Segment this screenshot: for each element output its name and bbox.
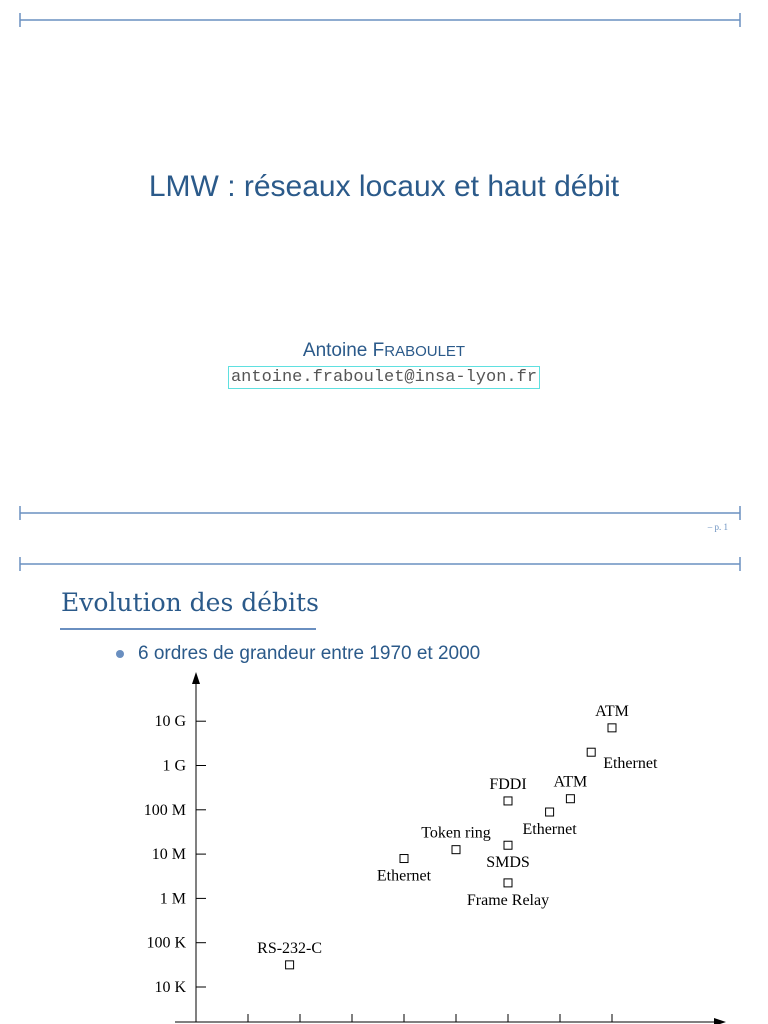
data-point-label: Token ring — [421, 824, 491, 842]
data-point-marker — [504, 879, 512, 887]
bullet-text: 6 ordres de grandeur entre 1970 et 2000 — [138, 643, 481, 664]
data-point-marker — [400, 855, 408, 863]
y-tick-label: 10 K — [154, 979, 186, 996]
data-point-label: Frame Relay — [466, 891, 550, 909]
chart-x-ticks — [248, 1014, 612, 1022]
author-email-link[interactable]: antoine.fraboulet@insa-lyon.fr — [228, 366, 540, 389]
author-first-name: Antoine — [302, 340, 368, 361]
data-point-label: Ethernet — [603, 755, 658, 773]
data-point-marker — [546, 808, 554, 816]
y-tick-label: 1 G — [162, 757, 186, 775]
data-point-marker — [504, 841, 512, 849]
data-point-marker — [452, 846, 460, 854]
data-point-marker — [587, 748, 595, 756]
y-tick-label: 100 M — [143, 801, 186, 819]
data-point-label: ATM — [553, 773, 588, 791]
chart-axes — [175, 672, 726, 1024]
y-tick-label: 10 M — [151, 846, 186, 864]
chart-y-ticks — [144, 713, 206, 996]
data-point-label: FDDI — [489, 775, 527, 793]
y-axis-arrow-icon — [192, 672, 200, 684]
data-point-label: ATM — [595, 702, 629, 720]
author-last-initial: F — [372, 340, 385, 361]
data-point-label: RS-232-C — [257, 939, 323, 957]
author-last-rest: RABOULET — [384, 343, 466, 360]
presentation-title: LMW : réseaux locaux et haut débit — [148, 170, 620, 203]
data-point-label: Ethernet — [376, 867, 432, 885]
data-point-label: Ethernet — [522, 821, 577, 839]
slide-title: Evolution des débits — [61, 588, 319, 617]
chart-points — [257, 703, 658, 969]
data-point-label: SMDS — [486, 854, 530, 872]
data-point-marker — [608, 724, 616, 732]
y-tick-label: 100 K — [146, 934, 186, 952]
data-point-marker — [286, 961, 294, 969]
y-tick-label: 10 G — [154, 713, 186, 731]
page-number: – p. 1 — [707, 522, 728, 532]
data-point-marker — [566, 795, 574, 803]
y-tick-label: 1 M — [159, 890, 186, 908]
x-axis-arrow-icon — [714, 1018, 726, 1024]
data-point-marker — [504, 797, 512, 805]
